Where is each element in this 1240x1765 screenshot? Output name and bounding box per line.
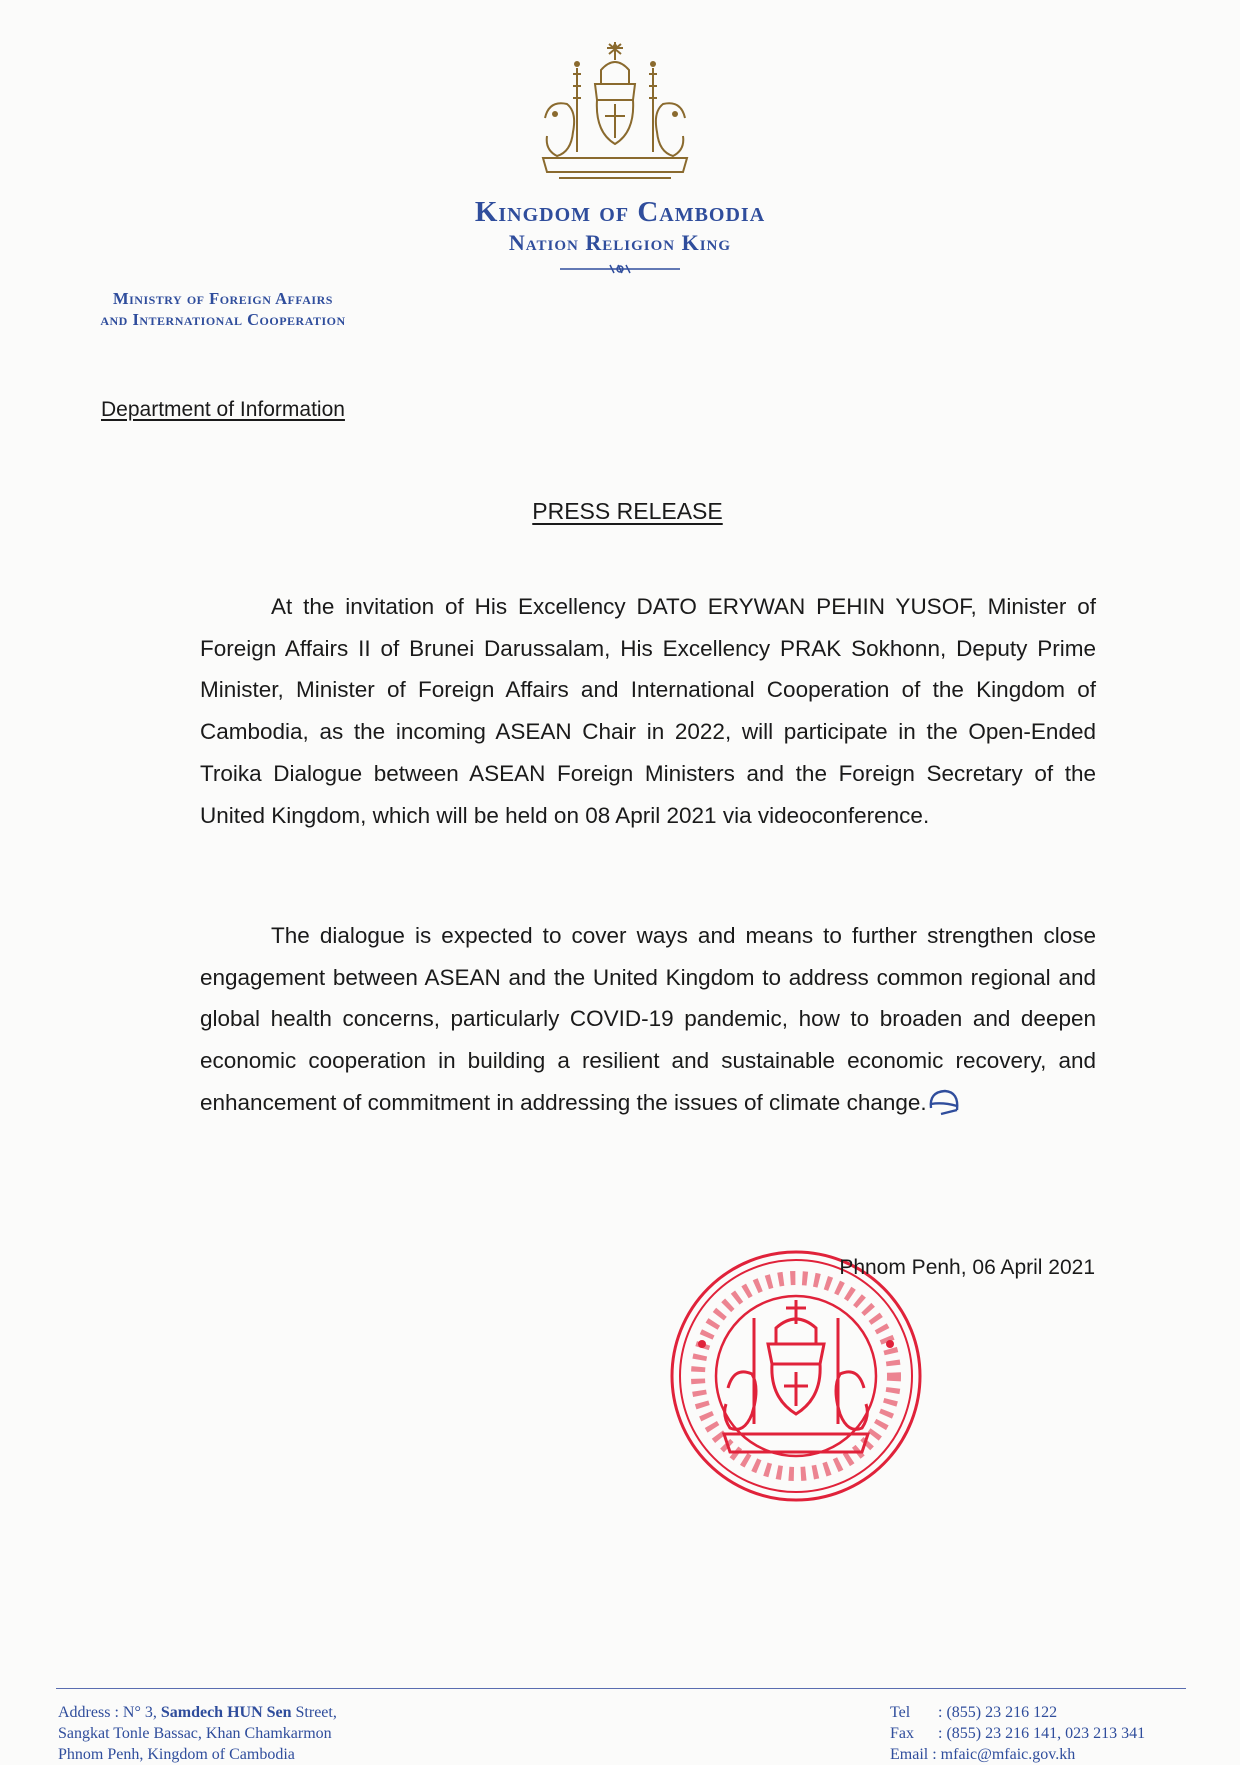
address-line-2: Sangkat Tonle Bassac, Khan Chamkarmon — [58, 1725, 332, 1742]
royal-coat-of-arms-icon — [537, 40, 693, 190]
ministry-line-2: and International Cooperation — [100, 310, 346, 329]
footer-address — [58, 1702, 337, 1765]
address-street-name: Samdech HUN Sen — [160, 1704, 292, 1721]
contact-fax — [890, 1723, 1145, 1744]
ministry-line-1: Ministry of Foreign Affairs — [113, 289, 333, 308]
fax-value: : (855) 23 216 141, 023 213 341 — [938, 1725, 1146, 1742]
tel-value: : (855) 23 216 122 — [938, 1704, 1058, 1721]
email-label: Email — [890, 1746, 929, 1763]
national-motto: Nation Religion King — [508, 230, 732, 255]
document-title: PRESS RELEASE — [532, 498, 723, 524]
place-and-date: Phnom Penh, 06 April 2021 — [839, 1256, 1095, 1279]
contact-email — [890, 1744, 1145, 1765]
ministry-seal-icon — [668, 1248, 924, 1504]
address-suffix: Street, — [291, 1704, 337, 1721]
footer-contacts — [890, 1702, 1145, 1765]
body-paragraph-1: At the invitation of His Excellency DATO ERYWAN PEHIN YUSOF, Minister of Foreign Affairs II of Brunei Darussalam, His Excellency PRAK Sokhonn, Deputy Prime Minister, Minister of Foreign Affairs and International Cooperation of the Kingdom of Cambodia, as the incoming ASEAN Chair in 2022, will participate in the Open-Ended Troika Dialogue between ASEAN Foreign Ministers and the Foreign Secretary of the United Kingdom, which will be held on 08 April 2021 via videoconference. — [200, 594, 1096, 828]
ornament-divider-icon — [560, 262, 680, 276]
fax-label: Fax — [890, 1725, 914, 1742]
ministry-name — [48, 288, 398, 330]
body-paragraph-2 — [200, 915, 1096, 1124]
contact-tel — [890, 1702, 1145, 1723]
body-paragraph-2-text: The dialogue is expected to cover ways and means to further strengthen close engagement between ASEAN and the United Kingdom to address common regional and global health concerns, particularly COVID-19 pandemic, how to broaden and deepen economic cooperation in building a resilient and sustainable economic recovery, and enhancement of commitment in addressing the issues of climate change. — [200, 923, 1096, 1115]
tel-label: Tel — [890, 1704, 911, 1721]
handwritten-initial-icon — [927, 1086, 963, 1118]
footer-divider — [56, 1688, 1186, 1689]
kingdom-heading: Kingdom of Cambodia — [474, 196, 766, 228]
address-line-3: Phnom Penh, Kingdom of Cambodia — [58, 1746, 295, 1763]
address-line-1 — [58, 1702, 337, 1723]
email-value[interactable]: : mfaic@mfaic.gov.kh — [932, 1746, 1076, 1763]
department-name: Department of Information — [101, 398, 345, 421]
address-prefix: Address : N° 3, — [58, 1704, 161, 1721]
